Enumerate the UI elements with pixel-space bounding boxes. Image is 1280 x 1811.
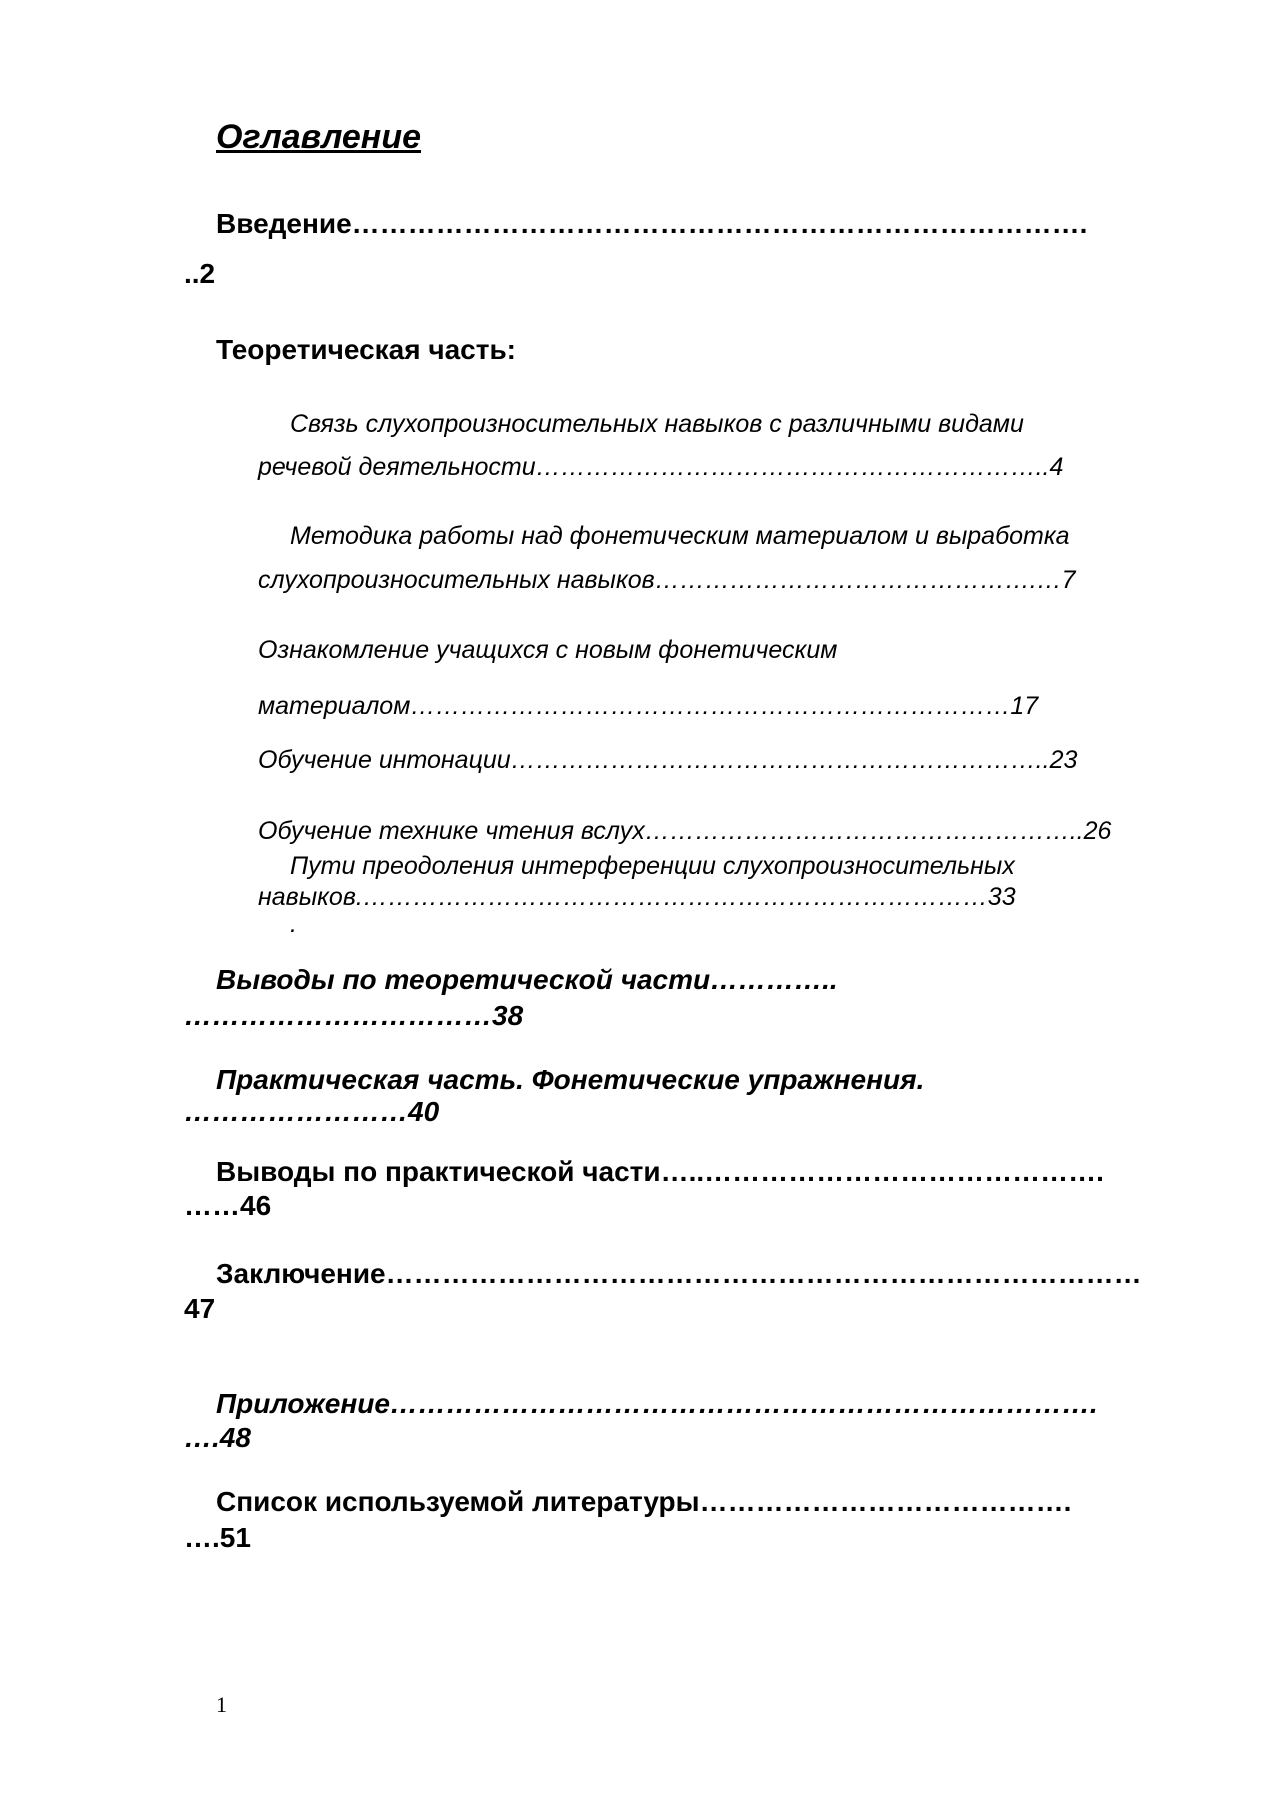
toc-subentry-4: Обучение интонации………………………………………………………..23 [258, 746, 1078, 774]
toc-entry-practice: Практическая часть. Фонетические упражнения. [216, 1064, 925, 1095]
toc-entry-conclusion-page: 47 [184, 1293, 216, 1324]
toc-subentry-6: Пути преодоления интерференции слухопроизносительных [290, 852, 1015, 880]
toc-subentry-2: Методика работы над фонетическим материалом и выработка [290, 522, 1070, 550]
toc-subentry-3-page: материалом………………………………………………………………17 [258, 692, 1039, 720]
toc-subentry-1: Связь слухопроизносительных навыков с различными видами [290, 410, 1024, 438]
toc-subentry-1-page: речевой деятельности……………………………………………………..4 [258, 453, 1064, 481]
toc-entry-appendix: Приложение…………………………………………………………………. [216, 1388, 1098, 1419]
toc-subentry-2-page: слухопроизносительных навыков……………………………………….…7 [258, 566, 1076, 594]
toc-subentry-6-page: навыков.…………………………………………………………………33 [258, 883, 1016, 911]
toc-subentry-6-trailing-dot: . [290, 910, 297, 938]
toc-entry-introduction: Введение……………………………………………………………………. [216, 208, 1088, 239]
toc-entry-practice-conclusions: Выводы по практической части…..……………………………………. [216, 1156, 1104, 1187]
page-number: 1 [216, 1692, 227, 1717]
toc-entry-introduction-page: ..2 [184, 258, 216, 289]
toc-title: Оглавление [216, 118, 422, 156]
toc-entry-theory-conclusions-page: ……………………………38 [184, 1000, 524, 1031]
toc-entry-appendix-page: ….48 [184, 1422, 251, 1453]
toc-subentry-3: Ознакомление учащихся с новым фонетическим [258, 636, 838, 664]
toc-entry-bibliography: Список используемой литературы…………………………………. [216, 1486, 1072, 1517]
toc-entry-conclusion: Заключение……………………………………………………………………… [216, 1258, 1142, 1289]
toc-entry-practice-conclusions-page: ……46 [184, 1190, 272, 1221]
toc-entry-theory: Теоретическая часть: [216, 334, 517, 365]
toc-entry-bibliography-page: ….51 [184, 1522, 251, 1553]
toc-subentry-5: Обучение технике чтения вслух……………………………………………..26 [258, 817, 1112, 845]
toc-entry-practice-page: ……………………40 [184, 1096, 440, 1127]
toc-entry-theory-conclusions: Выводы по теоретической части………….. [216, 964, 838, 995]
